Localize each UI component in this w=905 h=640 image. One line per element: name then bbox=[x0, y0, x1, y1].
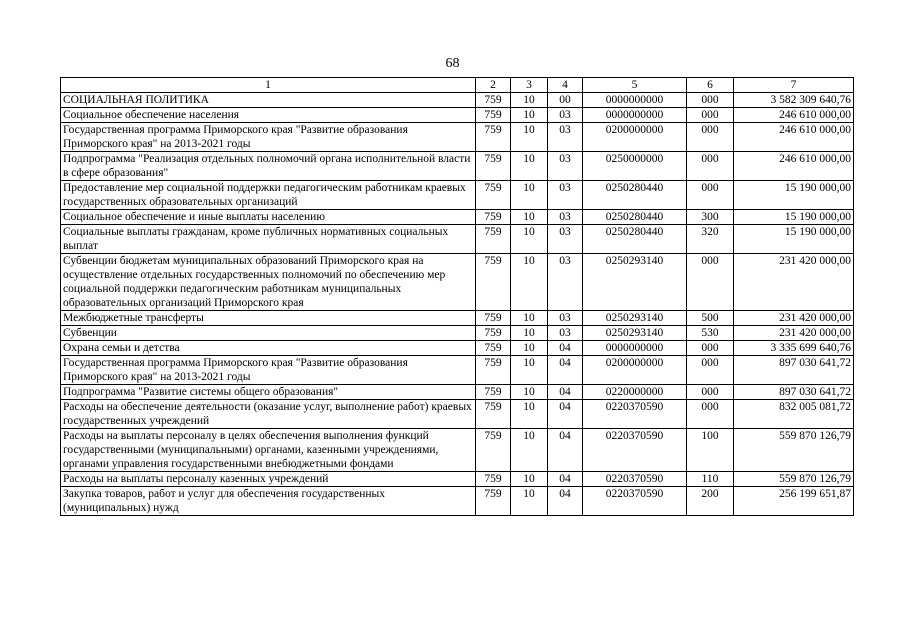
code-subsection: 03 bbox=[548, 326, 583, 341]
table-row bbox=[61, 210, 854, 225]
code-expense-type: 000 bbox=[687, 254, 734, 311]
code-subsection: 03 bbox=[548, 254, 583, 311]
code-subsection: 00 bbox=[548, 93, 583, 108]
code-section: 10 bbox=[511, 108, 548, 123]
table-row bbox=[61, 400, 854, 429]
row-amount: 559 870 126,79 bbox=[734, 429, 854, 472]
code-subsection: 04 bbox=[548, 472, 583, 487]
code-section: 10 bbox=[511, 429, 548, 472]
table-row bbox=[61, 311, 854, 326]
row-amount: 897 030 641,72 bbox=[734, 356, 854, 385]
code-section: 10 bbox=[511, 181, 548, 210]
code-subsection: 04 bbox=[548, 400, 583, 429]
code-subsection: 03 bbox=[548, 108, 583, 123]
code-expense-type: 000 bbox=[687, 181, 734, 210]
row-name: Социальное обеспечение населения bbox=[61, 108, 476, 123]
code-ministry: 759 bbox=[476, 108, 511, 123]
code-section: 10 bbox=[511, 385, 548, 400]
code-ministry: 759 bbox=[476, 254, 511, 311]
code-section: 10 bbox=[511, 254, 548, 311]
code-expense-type: 200 bbox=[687, 487, 734, 516]
row-name: Расходы на выплаты персоналу в целях обеспечения выполнения функций государственными (муниципальными) органами, казенными учреждениями, органами управления государственными внебюджетными фондами bbox=[61, 429, 476, 472]
code-expense-type: 300 bbox=[687, 210, 734, 225]
code-target-article: 0220370590 bbox=[583, 429, 687, 472]
code-expense-type: 000 bbox=[687, 93, 734, 108]
code-target-article: 0000000000 bbox=[583, 108, 687, 123]
row-name: Закупка товаров, работ и услуг для обеспечения государственных (муниципальных) нужд bbox=[61, 487, 476, 516]
code-target-article: 0250293140 bbox=[583, 254, 687, 311]
code-target-article: 0000000000 bbox=[583, 341, 687, 356]
code-section: 10 bbox=[511, 123, 548, 152]
code-subsection: 04 bbox=[548, 385, 583, 400]
row-name: Социальное обеспечение и иные выплаты населению bbox=[61, 210, 476, 225]
row-amount: 15 190 000,00 bbox=[734, 181, 854, 210]
row-amount: 15 190 000,00 bbox=[734, 225, 854, 254]
row-name: Расходы на выплаты персоналу казенных учреждений bbox=[61, 472, 476, 487]
code-expense-type: 000 bbox=[687, 356, 734, 385]
code-subsection: 03 bbox=[548, 311, 583, 326]
code-target-article: 0250280440 bbox=[583, 181, 687, 210]
code-target-article: 0200000000 bbox=[583, 356, 687, 385]
table-row bbox=[61, 181, 854, 210]
row-name: Предоставление мер социальной поддержки педагогическим работникам краевых государственных образовательных организаций bbox=[61, 181, 476, 210]
code-target-article: 0250280440 bbox=[583, 210, 687, 225]
row-name: Подпрограмма "Реализация отдельных полномочий органа исполнительной власти в сфере образования" bbox=[61, 152, 476, 181]
code-expense-type: 320 bbox=[687, 225, 734, 254]
code-subsection: 03 bbox=[548, 123, 583, 152]
table-row bbox=[61, 254, 854, 311]
code-section: 10 bbox=[511, 341, 548, 356]
page-number: 68 bbox=[445, 56, 460, 71]
code-target-article: 0220370590 bbox=[583, 487, 687, 516]
code-ministry: 759 bbox=[476, 311, 511, 326]
code-ministry: 759 bbox=[476, 472, 511, 487]
code-section: 10 bbox=[511, 326, 548, 341]
code-subsection: 04 bbox=[548, 356, 583, 385]
row-amount: 3 582 309 640,76 bbox=[734, 93, 854, 108]
row-amount: 246 610 000,00 bbox=[734, 108, 854, 123]
code-section: 10 bbox=[511, 93, 548, 108]
row-amount: 559 870 126,79 bbox=[734, 472, 854, 487]
code-expense-type: 000 bbox=[687, 123, 734, 152]
code-ministry: 759 bbox=[476, 225, 511, 254]
code-ministry: 759 bbox=[476, 326, 511, 341]
code-target-article: 0220000000 bbox=[583, 385, 687, 400]
code-target-article: 0200000000 bbox=[583, 123, 687, 152]
code-ministry: 759 bbox=[476, 93, 511, 108]
code-section: 10 bbox=[511, 225, 548, 254]
code-ministry: 759 bbox=[476, 385, 511, 400]
code-target-article: 0250000000 bbox=[583, 152, 687, 181]
row-name: СОЦИАЛЬНАЯ ПОЛИТИКА bbox=[61, 93, 476, 108]
code-section: 10 bbox=[511, 152, 548, 181]
code-target-article: 0220370590 bbox=[583, 400, 687, 429]
code-target-article: 0000000000 bbox=[583, 93, 687, 108]
row-amount: 246 610 000,00 bbox=[734, 152, 854, 181]
code-ministry: 759 bbox=[476, 152, 511, 181]
column-header: 2 bbox=[476, 78, 511, 93]
code-ministry: 759 bbox=[476, 487, 511, 516]
row-name: Подпрограмма "Развитие системы общего образования" bbox=[61, 385, 476, 400]
row-name: Субвенции bbox=[61, 326, 476, 341]
table-row bbox=[61, 429, 854, 472]
table-row bbox=[61, 108, 854, 123]
column-header: 1 bbox=[61, 78, 476, 93]
code-expense-type: 000 bbox=[687, 385, 734, 400]
code-ministry: 759 bbox=[476, 400, 511, 429]
row-amount: 246 610 000,00 bbox=[734, 123, 854, 152]
table-row bbox=[61, 356, 854, 385]
row-amount: 3 335 699 640,76 bbox=[734, 341, 854, 356]
table-row bbox=[61, 385, 854, 400]
code-subsection: 04 bbox=[548, 429, 583, 472]
row-amount: 231 420 000,00 bbox=[734, 311, 854, 326]
row-name: Охрана семьи и детства bbox=[61, 341, 476, 356]
row-amount: 256 199 651,87 bbox=[734, 487, 854, 516]
code-expense-type: 530 bbox=[687, 326, 734, 341]
code-expense-type: 000 bbox=[687, 400, 734, 429]
row-amount: 897 030 641,72 bbox=[734, 385, 854, 400]
row-name: Государственная программа Приморского края "Развитие образования Приморского края" на 2013-2021 годы bbox=[61, 356, 476, 385]
code-section: 10 bbox=[511, 210, 548, 225]
budget-table bbox=[60, 77, 854, 516]
code-ministry: 759 bbox=[476, 356, 511, 385]
code-subsection: 03 bbox=[548, 210, 583, 225]
column-header: 3 bbox=[511, 78, 548, 93]
code-expense-type: 000 bbox=[687, 152, 734, 181]
row-amount: 832 005 081,72 bbox=[734, 400, 854, 429]
table-header-row bbox=[61, 78, 854, 93]
code-section: 10 bbox=[511, 472, 548, 487]
code-ministry: 759 bbox=[476, 341, 511, 356]
code-section: 10 bbox=[511, 356, 548, 385]
code-section: 10 bbox=[511, 311, 548, 326]
code-ministry: 759 bbox=[476, 123, 511, 152]
code-target-article: 0220370590 bbox=[583, 472, 687, 487]
table-row bbox=[61, 93, 854, 108]
code-subsection: 03 bbox=[548, 152, 583, 181]
code-expense-type: 500 bbox=[687, 311, 734, 326]
row-name: Государственная программа Приморского края "Развитие образования Приморского края" на 2013-2021 годы bbox=[61, 123, 476, 152]
column-header: 6 bbox=[687, 78, 734, 93]
code-expense-type: 000 bbox=[687, 108, 734, 123]
code-subsection: 04 bbox=[548, 341, 583, 356]
code-expense-type: 110 bbox=[687, 472, 734, 487]
code-section: 10 bbox=[511, 487, 548, 516]
table-row bbox=[61, 225, 854, 254]
code-subsection: 03 bbox=[548, 181, 583, 210]
row-name: Социальные выплаты гражданам, кроме публичных нормативных социальных выплат bbox=[61, 225, 476, 254]
table-row bbox=[61, 152, 854, 181]
row-amount: 15 190 000,00 bbox=[734, 210, 854, 225]
table-body bbox=[61, 93, 854, 516]
code-ministry: 759 bbox=[476, 181, 511, 210]
table-row bbox=[61, 472, 854, 487]
row-name: Субвенции бюджетам муниципальных образований Приморского края на осуществление отдельных государственных полномочий по обеспечению мер социальной поддержки педагогическим работникам муниципальных образовательных организаций Приморского края bbox=[61, 254, 476, 311]
row-name: Расходы на обеспечение деятельности (оказание услуг, выполнение работ) краевых государственных учреждений bbox=[61, 400, 476, 429]
code-subsection: 04 bbox=[548, 487, 583, 516]
table-row bbox=[61, 341, 854, 356]
code-subsection: 03 bbox=[548, 225, 583, 254]
code-section: 10 bbox=[511, 400, 548, 429]
column-header: 4 bbox=[548, 78, 583, 93]
table-row bbox=[61, 487, 854, 516]
code-ministry: 759 bbox=[476, 429, 511, 472]
row-name: Межбюджетные трансферты bbox=[61, 311, 476, 326]
code-ministry: 759 bbox=[476, 210, 511, 225]
code-target-article: 0250293140 bbox=[583, 311, 687, 326]
code-target-article: 0250293140 bbox=[583, 326, 687, 341]
column-header: 5 bbox=[583, 78, 687, 93]
code-target-article: 0250280440 bbox=[583, 225, 687, 254]
row-amount: 231 420 000,00 bbox=[734, 326, 854, 341]
column-header: 7 bbox=[734, 78, 854, 93]
table-row bbox=[61, 123, 854, 152]
table-row bbox=[61, 326, 854, 341]
code-expense-type: 100 bbox=[687, 429, 734, 472]
row-amount: 231 420 000,00 bbox=[734, 254, 854, 311]
code-expense-type: 000 bbox=[687, 341, 734, 356]
